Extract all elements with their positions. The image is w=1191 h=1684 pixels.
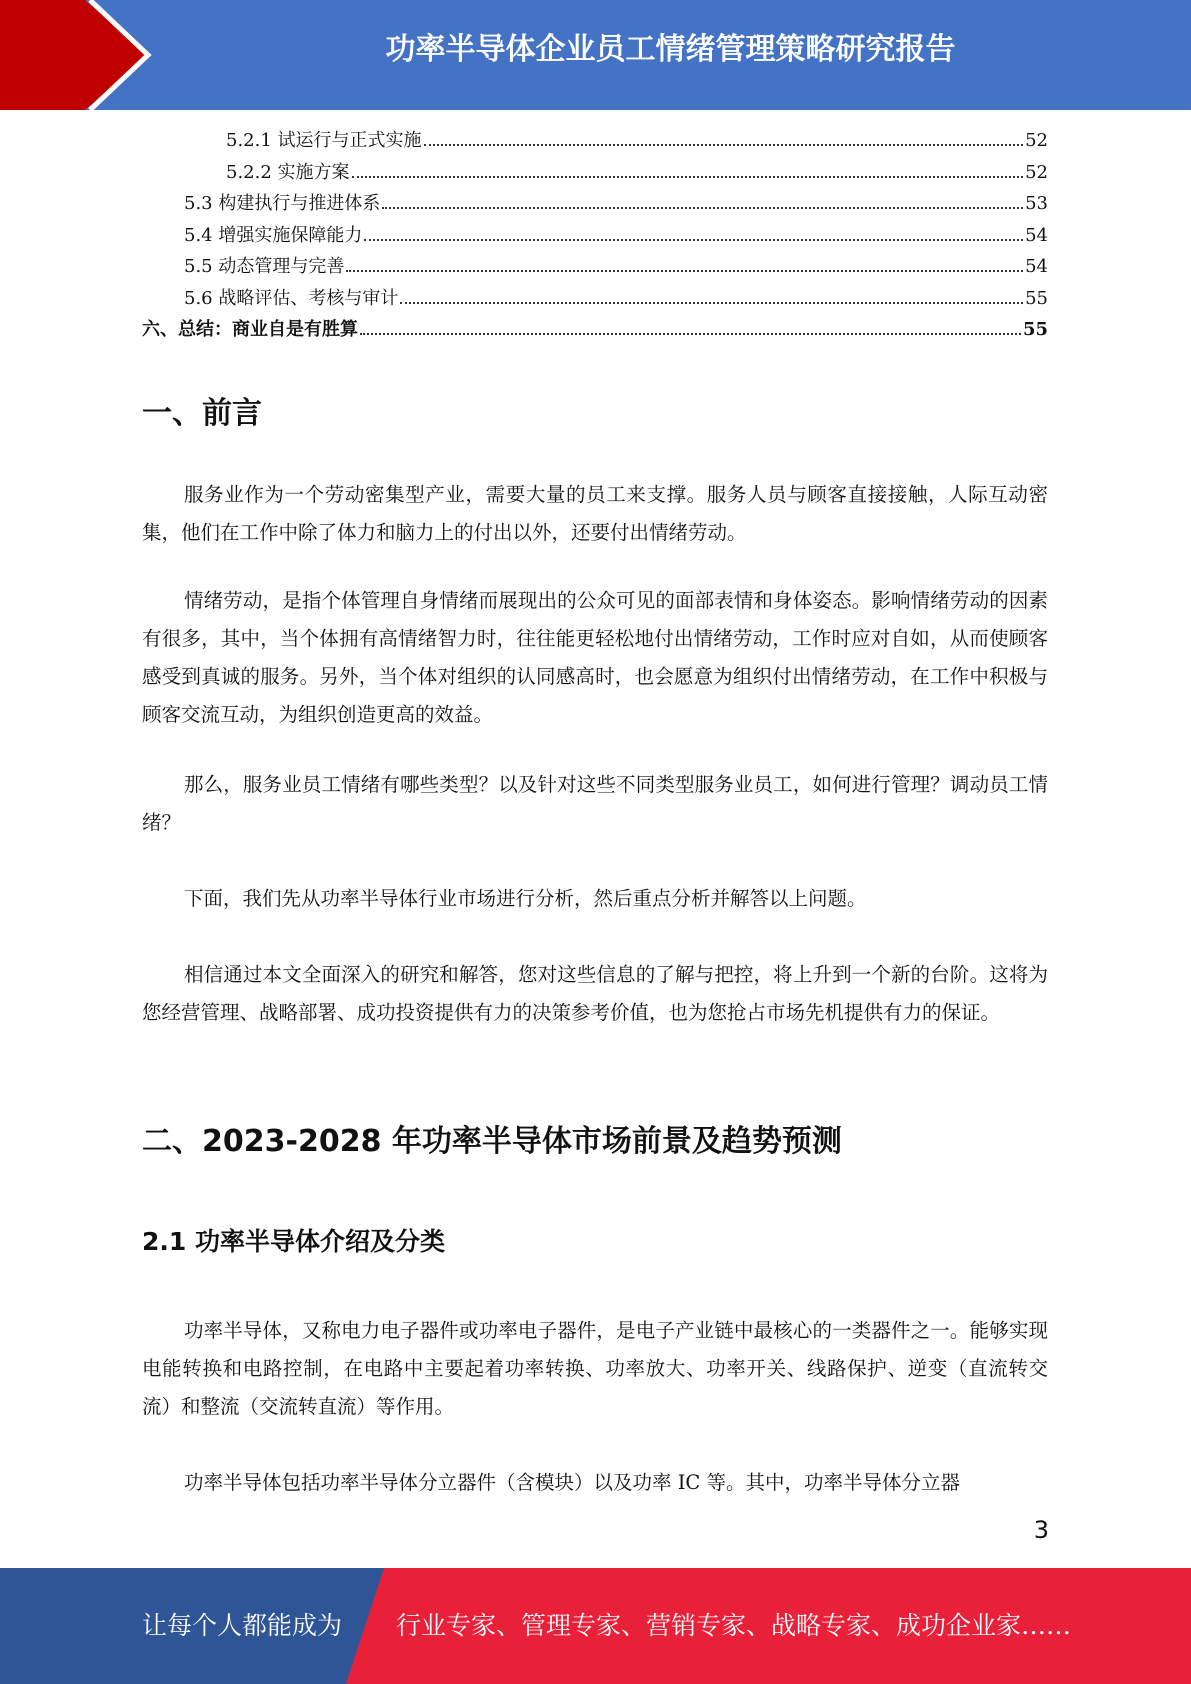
footer-slogan-right: 行业专家、管理专家、营销专家、战略专家、成功企业家…… xyxy=(396,1611,1072,1640)
toc-entry-label: 5.6 战略评估、考核与审计 xyxy=(184,287,399,309)
subsection-heading: 2.1 功率半导体介绍及分类 xyxy=(142,1227,445,1256)
toc-entry-page: 54 xyxy=(1025,256,1048,277)
toc-entry[interactable] xyxy=(142,221,1048,253)
body-paragraph: 相信通过本文全面深入的研究和解答，您对这些信息的了解与把控，将上升到一个新的台阶。这将为您经营管理、战略部署、成功投资提供有力的决策参考价值，也为您抢占市场先机提供有力的保证。 xyxy=(142,963,1048,1024)
section-heading-market: 二、2023-2028 年功率半导体市场前景及趋势预测 xyxy=(142,1124,842,1159)
toc-entry-label: 六、总结：商业自是有胜算 xyxy=(142,319,358,340)
toc-leader-dots xyxy=(346,270,1023,272)
toc-leader-dots xyxy=(424,144,1024,146)
page-number: 3 xyxy=(1033,1516,1049,1544)
toc-entry-page: 55 xyxy=(1025,287,1048,309)
footer-slogan-left: 让每个人都能成为 xyxy=(142,1611,343,1640)
body-paragraph: 功率半导体，又称电力电子器件或功率电子器件，是电子产业链中最核心的一类器件之一。能够实现电能转换和电路控制，在电路中主要起着功率转换、功率放大、功率开关、线路保护、逆变（直流转交流）和整流（交流转直流）等作用。 xyxy=(142,1319,1048,1418)
toc-entry-page: 53 xyxy=(1025,193,1048,214)
toc-entry[interactable] xyxy=(142,284,1048,316)
header-title: 功率半导体企业员工情绪管理策略研究报告 xyxy=(385,32,956,67)
toc-entry-label: 5.4 增强实施保障能力 xyxy=(184,224,363,246)
toc-entry[interactable] xyxy=(142,126,1048,158)
body-paragraph: 服务业作为一个劳动密集型产业，需要大量的员工来支撑。服务人员与顾客直接接触，人际互动密集，他们在工作中除了体力和脑力上的付出以外，还要付出情绪劳动。 xyxy=(142,483,1048,544)
body-paragraph: 下面，我们先从功率半导体行业市场进行分析，然后重点分析并解答以上问题。 xyxy=(184,887,867,910)
header-red-arrow xyxy=(0,0,148,110)
toc-entry-label: 5.5 动态管理与完善 xyxy=(184,256,345,277)
section-heading-preface: 一、前言 xyxy=(142,396,262,431)
toc-leader-dots xyxy=(400,302,1023,304)
toc-leader-dots xyxy=(364,239,1023,241)
body-paragraph: 情绪劳动，是指个体管理自身情绪而展现出的公众可见的面部表情和身体姿态。影响情绪劳动的因素有很多，其中，当个体拥有高情绪智力时，往往能更轻松地付出情绪劳动，工作时应对自如，从而使顾客感受到真诚的服务。另外，当个体对组织的认同感高时，也会愿意为组织付出情绪劳动，在工作中积极与顾客交流互动，为组织创造更高的效益。 xyxy=(142,589,1048,726)
table-of-contents xyxy=(142,126,1048,347)
body-paragraph: 那么，服务业员工情绪有哪些类型？以及针对这些不同类型服务业员工，如何进行管理？调动员工情绪？ xyxy=(142,773,1048,834)
toc-leader-dots xyxy=(352,176,1024,178)
page-footer xyxy=(0,1568,1191,1684)
toc-entry[interactable] xyxy=(142,252,1048,284)
toc-leader-dots xyxy=(360,333,1021,335)
toc-entry-label: 5.3 构建执行与推进体系 xyxy=(184,193,381,214)
toc-entry-label: 5.2.2 实施方案 xyxy=(226,161,350,183)
toc-entry[interactable] xyxy=(142,189,1048,221)
body-paragraph: 功率半导体包括功率半导体分立器件（含模块）以及功率 IC 等。其中，功率半导体分立器 xyxy=(184,1471,961,1494)
toc-entry[interactable] xyxy=(142,158,1048,190)
toc-entry-page: 52 xyxy=(1025,130,1048,151)
toc-entry[interactable] xyxy=(142,315,1048,347)
page-header xyxy=(0,0,1191,110)
toc-entry-page: 52 xyxy=(1025,161,1048,183)
toc-leader-dots xyxy=(382,207,1023,209)
toc-entry-page: 55 xyxy=(1022,319,1048,340)
toc-entry-page: 54 xyxy=(1025,224,1048,246)
toc-entry-label: 5.2.1 试运行与正式实施 xyxy=(226,130,422,151)
